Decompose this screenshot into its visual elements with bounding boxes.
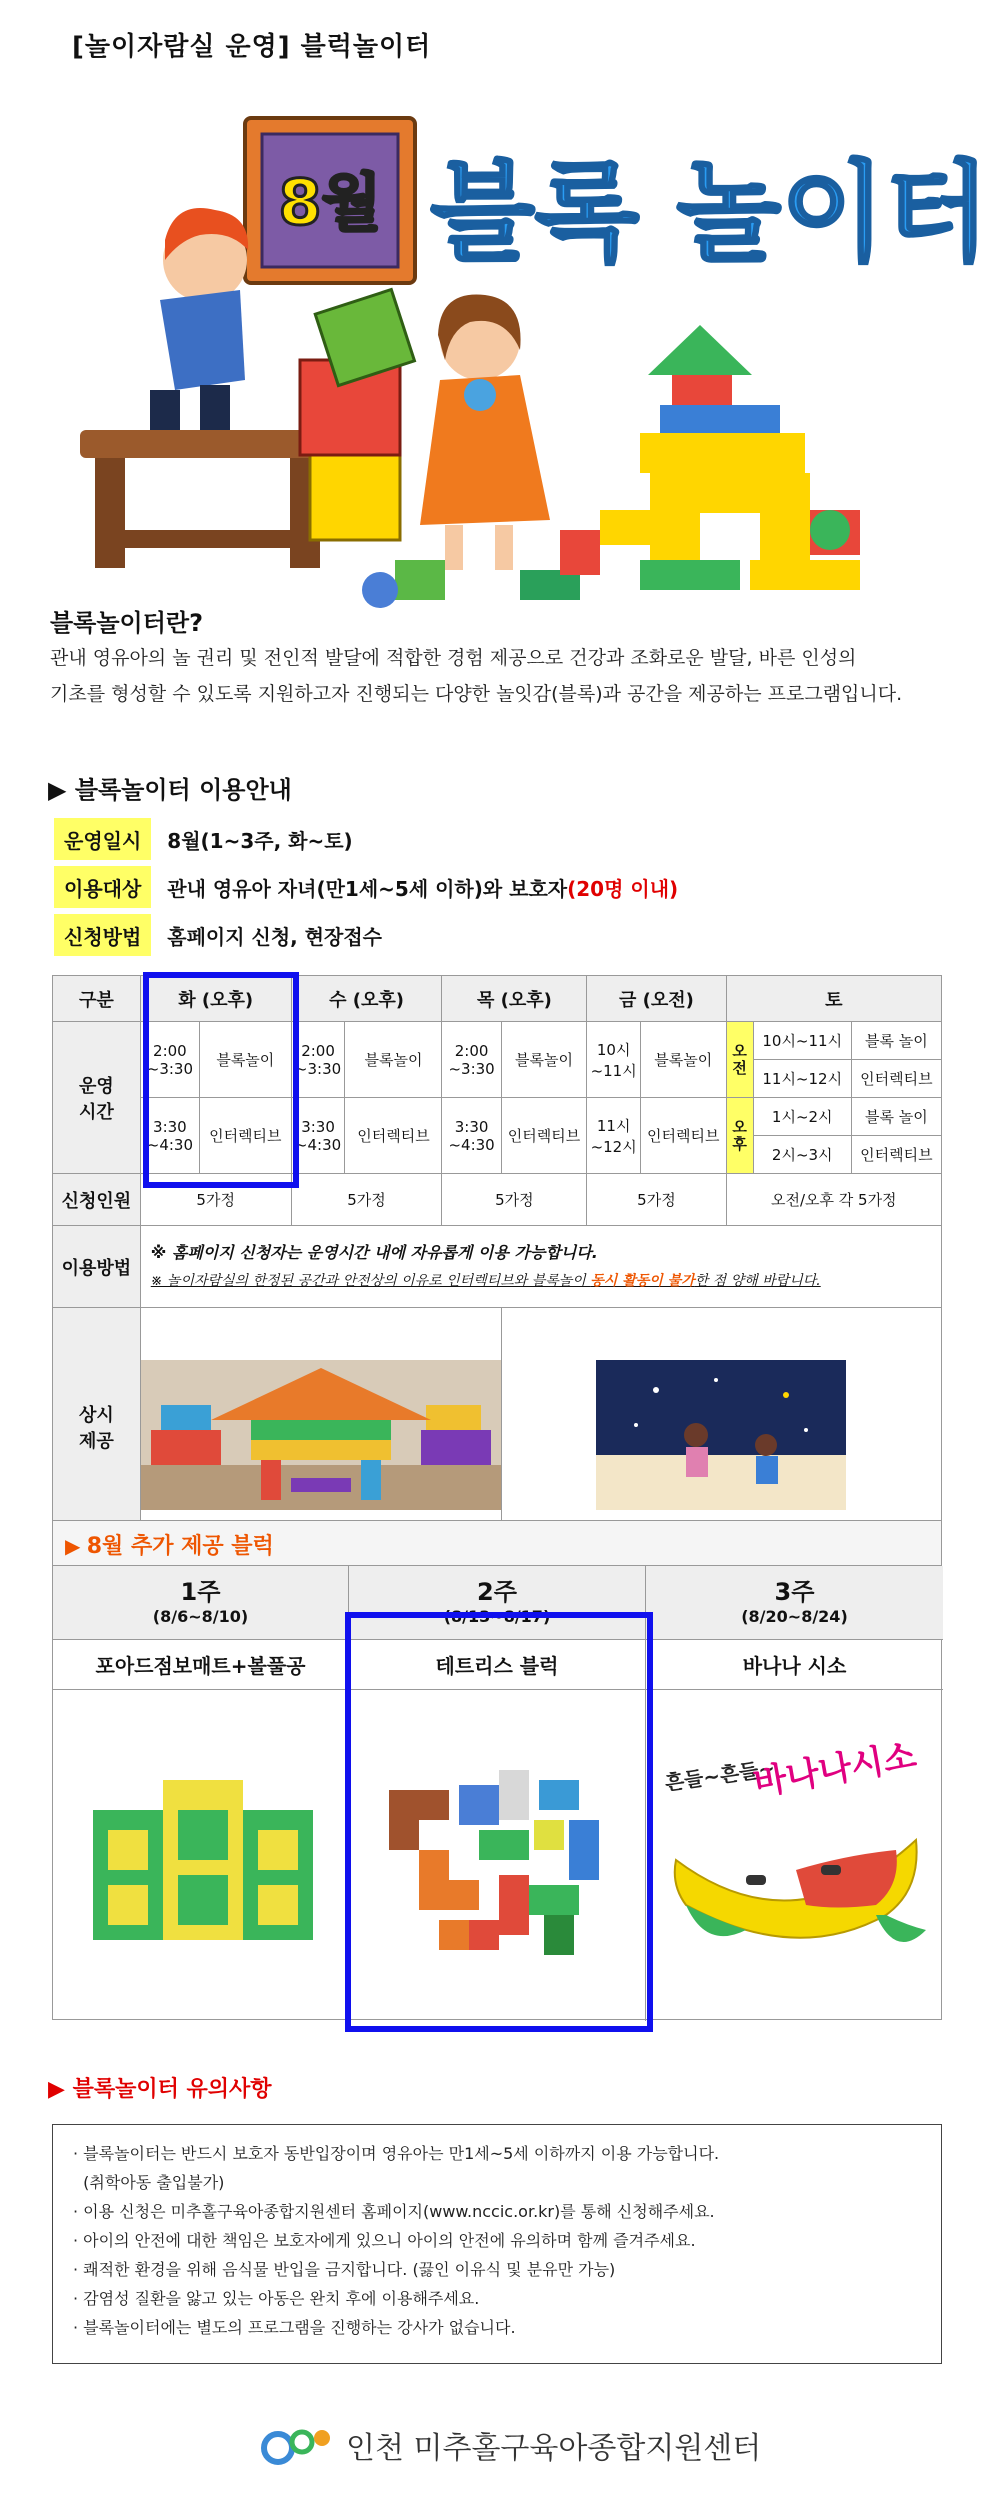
- triangle-bullet-icon: ▶: [65, 1534, 87, 1558]
- week-number: 3주: [774, 1578, 815, 1606]
- row-header: 상시 제공: [53, 1308, 141, 1546]
- info-label: 운영일시: [54, 818, 151, 860]
- week-item-name: 테트리스 블럭: [349, 1640, 645, 1690]
- week-date: (8/20~8/24): [741, 1607, 848, 1626]
- week-header: [53, 1566, 348, 1640]
- note-item: · 블록놀이터에는 별도의 프로그램을 진행하는 강사가 없습니다.: [73, 2318, 516, 2337]
- note-item: · 블록놀이터는 반드시 보호자 동반입장이며 영유아는 만1세~5세 이하까지 이용 가능합니다.: [73, 2144, 720, 2163]
- hero-illustration: [0, 90, 992, 630]
- week-item-name: 포아드점보매트+볼풀공: [53, 1640, 348, 1690]
- info-row: [54, 818, 353, 860]
- info-label: 신청방법: [54, 914, 151, 956]
- program-cell: 인터렉티브: [345, 1098, 442, 1174]
- program-cell: 인터렉티브: [640, 1098, 726, 1174]
- time-cell: 3:30 ~4:30: [442, 1098, 501, 1174]
- notes-section-title: [48, 2072, 272, 2103]
- program-cell: 블록놀이: [640, 1022, 726, 1098]
- apply-count: 5가정: [140, 1174, 291, 1226]
- banana-seesaw-image: [646, 1690, 943, 2010]
- about-description: [50, 640, 950, 712]
- tuesday-highlight-box: [143, 972, 299, 1188]
- jumbo-mat-image: [53, 1690, 349, 2010]
- program-cell: 인터렉티브: [200, 1098, 292, 1174]
- extra-title: 8월 추가 제공 블럭: [86, 1534, 274, 1559]
- info-value: 홈페이지 신청, 현장접수: [167, 924, 383, 949]
- day-header: 목 (오후): [442, 976, 587, 1022]
- program-cell: 블록놀이: [200, 1022, 292, 1098]
- about-line: 관내 영유아의 놀 권리 및 전인적 발달에 적합한 경험 제공으로 건강과 조화로운 발달, 바른 인성의: [50, 647, 857, 669]
- note-item: · 아이의 안전에 대한 책임은 보호자에게 있으니 아이의 안전에 유의하며 함께 즐겨주세요.: [73, 2231, 696, 2250]
- seesaw-title: 바나나시소: [750, 1735, 920, 1804]
- info-value-text: 관내 영유아 자녀(만1세~5세 이하)와 보호자: [167, 876, 568, 901]
- guide-title: 블록놀이터 이용안내: [74, 776, 292, 804]
- capacity-highlight: (20명 이내): [567, 876, 679, 901]
- apply-count: 5가정: [442, 1174, 587, 1226]
- time-cell: 3:30 ~4:30: [291, 1098, 345, 1174]
- week-date: (8/13~8/17): [443, 1607, 551, 1626]
- footer-org-name: 인천 미추홀구육아종합지원센터: [346, 2431, 762, 2466]
- time-cell: 11시 ~12시: [587, 1098, 641, 1174]
- week-header: [646, 1566, 943, 1640]
- info-value: [167, 873, 678, 902]
- note-item: · 쾌적한 환경을 위해 음식물 반입을 금지합니다. (끓인 이유식 및 분유만 가능): [73, 2260, 616, 2279]
- time-cell: 2:00 ~3:30: [140, 1022, 199, 1098]
- week-column: [646, 1566, 943, 2021]
- apply-count: 5가정: [587, 1174, 726, 1226]
- apply-count: 5가정: [291, 1174, 442, 1226]
- center-logo-icon: [258, 2420, 338, 2470]
- hero-month-label: 8월: [278, 166, 382, 239]
- time-cell: 3:30 ~4:30: [140, 1098, 199, 1174]
- sat-program-cell: 인터렉티브: [851, 1060, 941, 1098]
- sat-am-label: 오전: [726, 1022, 753, 1098]
- program-cell: 블록놀이: [501, 1022, 587, 1098]
- sat-program-cell: 인터렉티브: [851, 1136, 941, 1174]
- day-header: 수 (오후): [291, 976, 442, 1022]
- day-header: 화 (오후): [140, 976, 291, 1022]
- regular-item-interactive: [501, 1308, 941, 1546]
- about-title: 블록놀이터란?: [50, 609, 204, 637]
- seesaw-caption: 흔들~흔들~: [663, 1755, 777, 1795]
- usage-line: ※ 놀이자람실의 한정된 공간과 안전상의 이유로 인터렉티브와 블록놀이 동시 활동이 불가한 점 양해 바랍니다.: [150, 1272, 821, 1289]
- time-cell: 10시 ~11시: [587, 1022, 641, 1098]
- sat-program-cell: 블록 놀이: [851, 1022, 941, 1060]
- note-item: · 감염성 질환을 앓고 있는 아동은 완치 후에 이용해주세요.: [73, 2289, 480, 2308]
- interactive-photo: [596, 1360, 846, 1510]
- page-header: [놀이자람실 운영] 블럭놀이터: [72, 32, 432, 62]
- week-number: 2주: [477, 1578, 517, 1606]
- about-line: 기초를 형성할 수 있도록 지원하고자 진행되는 다양한 놀잇감(블록)과 공간을 제공하는 프로그램입니다.: [50, 683, 903, 705]
- apply-count: 오전/오후 각 5가정: [726, 1174, 941, 1226]
- note-item: · 이용 신청은 미추홀구육아종합지원센터 홈페이지(www.nccic.or.kr)를 통해 신청해주세요.: [73, 2202, 715, 2221]
- col-header: 구분: [53, 976, 141, 1022]
- program-cell: 블록놀이: [345, 1022, 442, 1098]
- sat-pm-label: 오후: [726, 1098, 753, 1174]
- row-header: 운영 시간: [53, 1022, 141, 1174]
- info-row: [54, 914, 382, 956]
- usage-warning: 동시 활동이 불가: [590, 1272, 695, 1289]
- row-header: 신청인원: [53, 1174, 141, 1226]
- week-item-name: 바나나 시소: [646, 1640, 943, 1690]
- sat-time-cell: 10시~11시: [753, 1022, 851, 1060]
- week-number: 1주: [180, 1578, 221, 1606]
- time-cell: 2:00 ~3:30: [291, 1022, 345, 1098]
- guide-section-title: [48, 770, 292, 805]
- triangle-bullet-icon: ▶: [48, 2077, 73, 2102]
- day-header: 토: [726, 976, 941, 1022]
- hero-title: 블록 놀이터: [430, 151, 990, 276]
- notes-title: 블록놀이터 유의사항: [72, 2077, 272, 2102]
- week-date: (8/6~8/10): [152, 1607, 249, 1626]
- usage-note: [140, 1226, 941, 1308]
- regular-item-giant-block: [140, 1308, 501, 1546]
- program-cell: 인터렉티브: [501, 1098, 587, 1174]
- triangle-bullet-icon: ▶: [48, 776, 75, 804]
- footer-logo: [258, 2420, 761, 2470]
- info-value: 8월(1~3주, 화~토): [167, 828, 353, 853]
- giant-block-photo: [141, 1360, 501, 1510]
- extra-section-header: [52, 1520, 942, 1565]
- note-item: (취학아동 출입불가): [73, 2173, 225, 2192]
- info-row: [54, 866, 678, 908]
- row-header: 이용방법: [53, 1226, 141, 1308]
- sat-time-cell: 1시~2시: [753, 1098, 851, 1136]
- notes-box: [52, 2124, 942, 2364]
- sat-time-cell: 11시~12시: [753, 1060, 851, 1098]
- sat-time-cell: 2시~3시: [753, 1136, 851, 1174]
- info-label: 이용대상: [54, 866, 151, 908]
- week-column: [53, 1566, 349, 2021]
- week2-highlight-box: [345, 1612, 653, 2032]
- day-header: 금 (오전): [587, 976, 726, 1022]
- sat-program-cell: 블록 놀이: [851, 1098, 941, 1136]
- time-cell: 2:00 ~3:30: [442, 1022, 501, 1098]
- usage-line: ※ 홈페이지 신청자는 운영시간 내에 자유롭게 이용 가능합니다.: [150, 1242, 598, 1262]
